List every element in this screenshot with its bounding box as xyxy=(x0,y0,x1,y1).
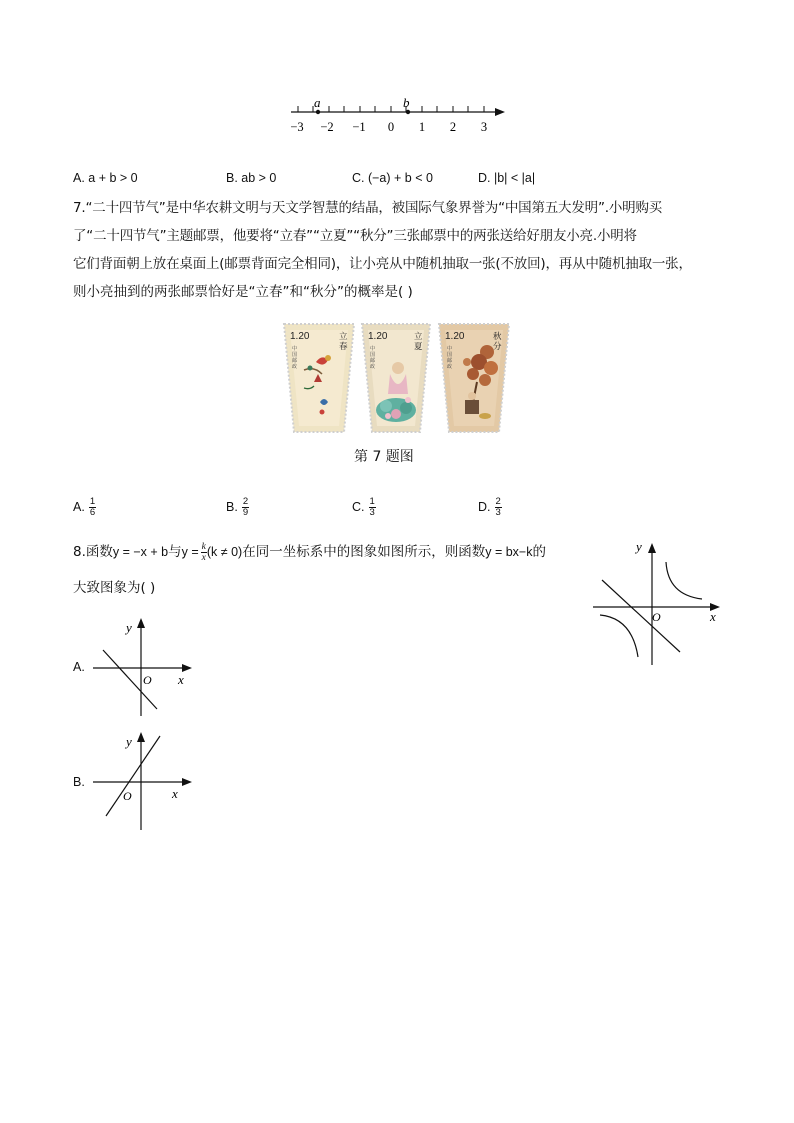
stamp-qiufen-country: 中国邮政 xyxy=(447,346,453,370)
q8-stem-line-2: 大致图象为( ) xyxy=(73,580,156,596)
q6-option-d[interactable]: D. |b| < |a| xyxy=(478,171,536,185)
svg-text:2: 2 xyxy=(449,120,457,134)
svg-text:−3: −3 xyxy=(290,120,304,134)
q8-func1: y = −x + b xyxy=(112,545,169,559)
q8-option-b-graph[interactable] xyxy=(88,726,203,834)
q7-line-2: 了“二十四节气”主题邮票，他要将“立春”“立夏”“秋分”三张邮票中的两张送给好朋友小亮.小明将 xyxy=(73,228,637,244)
b-y-arrow xyxy=(137,732,145,742)
number-line-figure xyxy=(285,95,515,140)
b-line xyxy=(106,736,160,816)
ref-line xyxy=(602,580,680,652)
q7-option-b-fraction: $\frac{2}{9}$ xyxy=(242,496,249,518)
svg-text:−2: −2 xyxy=(320,120,334,134)
q7-option-a-fraction: $\frac{1}{6}$ xyxy=(89,496,96,518)
stamp-lixia xyxy=(360,322,432,434)
stamp-lichun-name: 立春 xyxy=(339,332,348,352)
q8-func2: y = bx−k xyxy=(485,545,533,559)
q7-option-c-letter: C. xyxy=(352,499,365,514)
point-b-label: b xyxy=(403,95,410,110)
a-y-label: y xyxy=(126,620,132,635)
ref-x-label: x xyxy=(710,609,716,624)
stamp-lichun xyxy=(282,322,356,434)
q8-y-eq: y = xyxy=(181,545,199,559)
q7-option-c-fraction: $\frac{1}{3}$ xyxy=(369,496,375,518)
a-x-label: x xyxy=(178,672,184,687)
q8-option-b-label[interactable]: B. xyxy=(73,775,85,789)
q7-option-d[interactable] xyxy=(478,497,502,518)
q7-line-1: 7.“二十四节气”是中华农耕文明与天文学智慧的结晶，被国际气象界誉为“中国第五大发明”.小明购买 xyxy=(73,200,663,216)
ref-y-arrow xyxy=(648,543,656,553)
q7-option-b-letter: B. xyxy=(226,499,238,514)
svg-text:3: 3 xyxy=(480,120,488,134)
q7-line-3: 它们背面朝上放在桌面上(邮票背面完全相同)，让小亮从中随机抽取一张(不放回)，再从中随机抽取一张， xyxy=(73,256,692,272)
ref-hyperbola-lower xyxy=(600,615,638,657)
svg-text:0: 0 xyxy=(387,120,395,134)
q8-k-over-x: $\frac{k}{x}$ xyxy=(201,541,206,563)
stamp-lichun-value: 1.20 xyxy=(290,331,310,342)
b-x-arrow xyxy=(182,778,192,786)
stamp-qiufen-name: 秋分 xyxy=(493,332,502,352)
q7-option-d-letter: D. xyxy=(478,499,491,514)
q7-figure-caption: 第 7 题图 xyxy=(354,449,414,465)
q7-option-d-fraction: $\frac{2}{3}$ xyxy=(495,496,501,518)
number-line-arrow xyxy=(495,108,505,116)
stamp-lichun-country: 中国邮政 xyxy=(292,346,298,370)
a-x-arrow xyxy=(182,664,192,672)
ref-hyperbola-upper xyxy=(666,562,702,599)
q6-option-c[interactable]: C. (−a) + b < 0 xyxy=(352,171,433,185)
svg-text:1: 1 xyxy=(418,120,426,134)
point-b-dot xyxy=(406,110,410,114)
q8-stem-line-1: 8.函数y = −x + b与y = $\frac{k}{x}$ (k ≠ 0)在同一坐标系中的图象如图所示，则函数y = bx−k的 xyxy=(73,541,546,563)
b-y-label: y xyxy=(126,734,132,749)
q8-reference-graph xyxy=(588,535,728,670)
q7-option-c[interactable] xyxy=(352,497,376,518)
stamp-lixia-value: 1.20 xyxy=(368,331,388,342)
q7-line-4: 则小亮抽到的两张邮票恰好是“立春”和“秋分”的概率是( ) xyxy=(73,284,413,300)
b-origin-label: O xyxy=(123,789,132,803)
q7-stem xyxy=(73,194,733,306)
point-a-label: a xyxy=(314,95,321,110)
point-a-dot xyxy=(316,110,320,114)
stamp-qiufen xyxy=(437,322,511,434)
stamp-lixia-name: 立夏 xyxy=(414,332,423,352)
ref-origin-label: O xyxy=(652,610,661,624)
b-x-label: x xyxy=(172,786,178,801)
stamp-qiufen-value: 1.20 xyxy=(445,331,465,342)
q8-condition: (k ≠ 0) xyxy=(206,545,243,559)
stamp-lixia-country: 中国邮政 xyxy=(370,346,376,370)
q7-option-a-letter: A. xyxy=(73,499,85,514)
a-y-arrow xyxy=(137,618,145,628)
svg-text:−1: −1 xyxy=(352,120,366,134)
q8-option-a-graph[interactable] xyxy=(88,612,203,720)
q6-option-b[interactable]: B. ab > 0 xyxy=(226,171,277,185)
number-line-ticks xyxy=(298,106,484,112)
q7-option-a[interactable] xyxy=(73,497,96,518)
a-origin-label: O xyxy=(143,673,152,687)
q6-option-a[interactable]: A. a + b > 0 xyxy=(73,171,138,185)
q8-option-a-label[interactable]: A. xyxy=(73,660,85,674)
ref-y-label: y xyxy=(636,539,642,554)
q7-option-b[interactable] xyxy=(226,497,249,518)
number-line-tick-labels xyxy=(290,120,487,134)
